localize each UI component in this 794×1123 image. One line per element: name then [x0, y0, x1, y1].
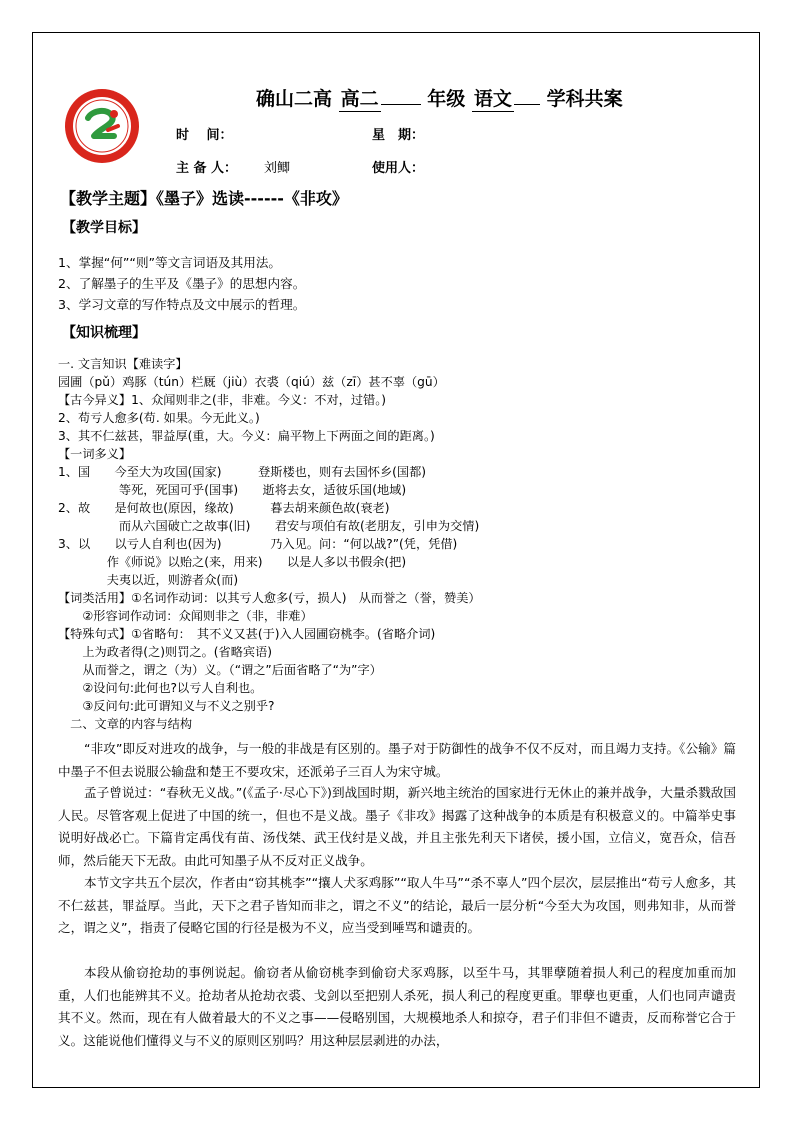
knowledge-line: 1、国 今至大为攻国(国家) 登斯楼也，则有去国怀乡(国都) [58, 465, 427, 479]
time-label: 时 间： [176, 128, 233, 143]
knowledge-line: ③反问句:此可谓知义与不义之别乎? [58, 699, 275, 713]
knowledge-line: 上为政者得(之)则罚之。(省略宾语) [58, 645, 273, 659]
body-paragraph: “非攻”即反对进攻的战争，与一般的非战是有区别的。墨子对于防御性的战争不仅不反对，而且竭力支持。《公输》篇中墨子不但去说服公输盘和楚王不要攻宋，还派弟子三百人为宋守城。 [58, 741, 736, 779]
grade-suffix: 年级 [427, 88, 466, 110]
section-heading: 二、文章的内容与结构 [58, 717, 193, 731]
objective-item: 2、了解墨子的生平及《墨子》的思想内容。 [58, 276, 306, 291]
knowledge-line: 【特殊句式】①省略句： 其不义又甚(于)入人园圃窃桃李。(省略介词) [58, 627, 436, 641]
knowledge-line: 而从六国破亡之故事(旧) 君安与项伯有故(老朋友，引申为交情) [58, 519, 480, 533]
knowledge-line: 【词类活用】①名词作动词：以其亏人愈多(亏，损人) 从而誉之（誉，赞美） [58, 591, 481, 605]
objective-item: 1、掌握“何”“则”等文言词语及其用法。 [58, 255, 282, 270]
preparer-name: 刘鲫 [264, 161, 291, 176]
knowledge-line: 等死，死国可乎(国事) 逝将去女，适彼乐国(地域) [58, 483, 407, 497]
subject-value: 语文 [472, 84, 514, 112]
knowledge-line: 2、苟亏人愈多(苟. 如果。今无此义。) [58, 411, 260, 425]
knowledge-line: 【古今异义】1、众闻则非之(非，非难。今义：不对，过错。) [58, 393, 387, 407]
week-label: 星 期： [372, 128, 425, 143]
knowledge-line: 园圃（pǔ）鸡豚（tún）栏厩（jiù）衣裘（qiú）兹（zī）甚不辜（gū） [58, 375, 445, 389]
knowledge-line: 2、故 是何故也(原因，缘故) 暮去胡来颜色故(衰老) [58, 501, 390, 515]
doc-type: 学科共案 [546, 88, 623, 110]
preparer-label: 主 备 人： [176, 161, 238, 176]
body-paragraph: 本节文字共五个层次，作者由“窃其桃李”“攘人犬豕鸡豚”“取人牛马”“杀不辜人”四个层次，层层推出“苟亏人愈多，其不仁兹甚，罪益厚。当此，天下之君子皆知而非之，谓之不义”的结论，最后一层分析“今至大为攻国，则弗知非，从而誉之，谓之义”，指责了侵略它国的行径是极为不义，应当受到唾骂和谴责的。 [58, 875, 736, 935]
teaching-theme [60, 186, 348, 209]
theme-label: 【教学主题】 [60, 189, 157, 208]
school-name: 确山二高 [256, 88, 333, 110]
objectives-heading: 【教学目标】 [62, 220, 146, 236]
knowledge-line: 3、其不仁兹甚，罪益厚(重，大。今义：扁平物上下两面之间的距离。) [58, 429, 435, 443]
knowledge-line: 【一词多义】 [58, 447, 132, 461]
knowledge-line: 从而誉之，谓之（为）义。（“谓之”后面省略了“为”字） [58, 663, 382, 677]
objective-item: 3、学习文章的写作特点及文中展示的哲理。 [58, 297, 306, 312]
knowledge-line: ②设问句:此何也?以亏人自利也。 [58, 681, 263, 695]
knowledge-line: 3、以 以亏人自利也(因为) 乃入见。问：“何以战?”(凭，凭借) [58, 537, 458, 551]
knowledge-line: 夫夷以近，则游者众(而) [58, 573, 239, 587]
body-paragraph: 孟子曾说过：“春秋无义战。”(《孟子·尽心下》)到战国时期，新兴地主统治的国家进行无休止的兼并战争，大量杀戮敌国人民。尽管客观上促进了中国的统一，但也不是义战。墨子《非攻》揭露了这种战争的本质是有积极意义的。中篇举史事说明好战必亡。下篇肯定禹伐有苗、汤伐桀、武王伐纣是义战，并且主张先利天下诸侯，援小国，立信义，宽吾众，信吾师，然后能天下无敌。由此可知墨子从不反对正义战争。 [58, 785, 736, 868]
school-logo-icon [64, 88, 140, 164]
user-label: 使用人： [372, 161, 425, 176]
knowledge-line: ②形容词作动词：众闻则非之（非，非难） [58, 609, 313, 623]
page-title [256, 84, 623, 112]
knowledge-line: 一. 文言知识【难读字】 [58, 357, 188, 371]
knowledge-line: 作《师说》以贻之(来，用来) 以是人多以书假余(把) [58, 555, 407, 569]
theme-text: 《墨子》选读------《非攻》 [156, 189, 348, 208]
knowledge-heading: 【知识梳理】 [62, 325, 146, 341]
grade-value: 高二 [339, 84, 381, 112]
body-paragraph: 本段从偷窃抢劫的事例说起。偷窃者从偷窃桃李到偷窃犬豕鸡豚，以至牛马，其罪孽随着损人利己的程度加重而加重，人们也能辨其不义。抢劫者从抢劫衣裘、戈剑以至把别人杀死，损人利己的程度更重。罪孽也更重，人们也同声谴责其不义。然而，现在有人做着最大的不义之事——侵略别国，大规模地杀人和掠夺，君子们非但不谴责，反而称誉它合于义。这能说他们懂得义与不义的原则区别吗？用这种层层剥进的办法， [58, 965, 736, 1048]
